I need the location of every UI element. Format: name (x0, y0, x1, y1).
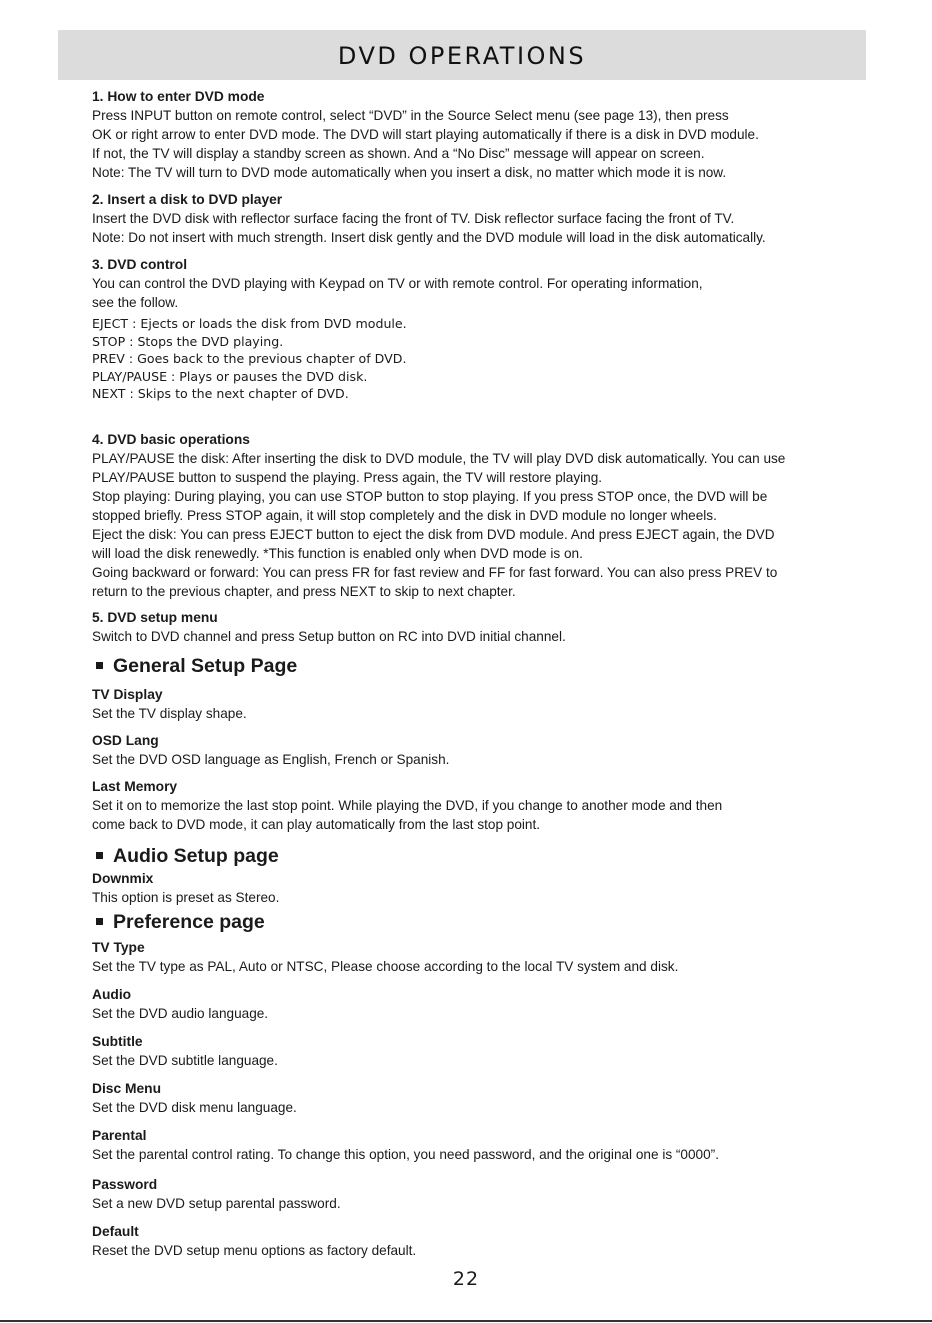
section-2-line: Note: Do not insert with much strength. Insert disk gently and the DVD module will load in the disk automatically. (92, 230, 766, 245)
tv-type-heading: TV Type (92, 939, 145, 955)
default-text: Reset the DVD setup menu options as factory default. (92, 1242, 417, 1258)
section-4-line: return to the previous chapter, and press NEXT to skip to next chapter. (92, 583, 516, 599)
control-item-next: NEXT : Skips to the next chapter of DVD. (92, 386, 349, 401)
section-4-line: Going backward or forward: You can press FR for fast review and FF for fast forward. You can also press PREV to (92, 564, 778, 580)
general-setup-title: General Setup Page (113, 654, 298, 677)
last-memory-line: come back to DVD mode, it can play automatically from the last stop point. (92, 816, 541, 832)
section-4-line: PLAY/PAUSE the disk: After inserting the disk to DVD module, the TV will play DVD disk automatically. You can use (92, 450, 786, 466)
parental-text: Set the parental control rating. To change this option, you need password, and the original one is “0000”. (92, 1146, 719, 1162)
section-3-line: You can control the DVD playing with Keypad on TV or with remote control. For operating information, (92, 276, 703, 291)
section-4-line: PLAY/PAUSE button to suspend the playing. Press again, the TV will restore playing. (92, 469, 603, 485)
section-4-line: Eject the disk: You can press EJECT button to eject the disk from DVD module. And press EJECT again, the DVD (92, 526, 775, 542)
last-memory-line: Set it on to memorize the last stop point. While playing the DVD, if you change to another mode and then (92, 797, 723, 813)
section-3-line: see the follow. (92, 295, 179, 310)
osd-lang-heading: OSD Lang (92, 732, 159, 748)
last-memory-heading: Last Memory (92, 778, 178, 794)
header-bar (58, 30, 866, 80)
disc-menu-text: Set the DVD disk menu language. (92, 1099, 297, 1115)
tv-type-text: Set the TV type as PAL, Auto or NTSC, Please choose according to the local TV system and disk. (92, 958, 679, 974)
disc-menu-heading: Disc Menu (92, 1080, 161, 1096)
page-title: DVD OPERATIONS (337, 42, 587, 70)
bullet-square-icon (96, 662, 103, 669)
control-item-play-pause: PLAY/PAUSE : Plays or pauses the DVD disk. (92, 368, 368, 384)
section-4-line: Stop playing: During playing, you can use STOP button to stop playing. If you press STOP once, the DVD will be (92, 488, 768, 504)
dvd-controls-list (92, 315, 852, 403)
section-4-heading: 4. DVD basic operations (92, 431, 250, 447)
preference-heading (92, 909, 852, 935)
subtitle-heading: Subtitle (92, 1033, 143, 1049)
default-heading: Default (92, 1223, 139, 1239)
password-heading: Password (92, 1176, 158, 1192)
bullet-square-icon (96, 852, 103, 859)
bullet-square-icon (96, 918, 103, 925)
section-1-line: If not, the TV will display a standby screen as shown. And a “No Disc” message will appear on screen. (92, 146, 705, 161)
page-number: 22 (452, 1268, 480, 1290)
password-text: Set a new DVD setup parental password. (92, 1195, 341, 1211)
section-1-line: Press INPUT button on remote control, select “DVD” in the Source Select menu (see page 13), then press (92, 108, 729, 123)
control-item-eject: EJECT : Ejects or loads the disk from DVD module. (92, 316, 407, 331)
section-5-heading: 5. DVD setup menu (92, 609, 218, 625)
osd-lang-text: Set the DVD OSD language as English, French or Spanish. (92, 751, 450, 767)
section-2-line: Insert the DVD disk with reflector surface facing the front of TV. Disk reflector surface facing the front of TV. (92, 211, 735, 226)
section-5-line: Switch to DVD channel and press Setup button on RC into DVD initial channel. (92, 628, 566, 644)
section-4-line: will load the disk renewedly. *This function is enabled only when DVD mode is on. (92, 545, 583, 561)
preference-title: Preference page (113, 910, 265, 933)
bottom-divider (0, 1320, 932, 1322)
downmix-text: This option is preset as Stereo. (92, 889, 280, 905)
section-1-line: Note: The TV will turn to DVD mode automatically when you insert a disk, no matter which mode it is now. (92, 165, 727, 180)
subtitle-text: Set the DVD subtitle language. (92, 1052, 278, 1068)
audio-text: Set the DVD audio language. (92, 1005, 269, 1021)
section-4-line: stopped briefly. Press STOP again, it will stop completely and the disk in DVD module no longer wheels. (92, 507, 717, 523)
tv-display-heading: TV Display (92, 686, 163, 702)
audio-setup-title: Audio Setup page (113, 844, 279, 867)
general-setup-heading (92, 653, 852, 679)
control-item-stop: STOP : Stops the DVD playing. (92, 333, 284, 349)
control-item-prev: PREV : Goes back to the previous chapter of DVD. (92, 351, 407, 366)
audio-setup-heading (92, 843, 852, 869)
section-1-line: OK or right arrow to enter DVD mode. The DVD will start playing automatically if there is a disk in DVD module. (92, 127, 759, 142)
document-body (92, 87, 852, 1260)
section-1-heading: 1. How to enter DVD mode (92, 89, 265, 104)
audio-heading: Audio (92, 986, 132, 1002)
tv-display-text: Set the TV display shape. (92, 705, 247, 721)
downmix-heading: Downmix (92, 870, 154, 886)
section-3-heading: 3. DVD control (92, 257, 188, 272)
section-2-heading: 2. Insert a disk to DVD player (92, 192, 283, 207)
parental-heading: Parental (92, 1127, 147, 1143)
